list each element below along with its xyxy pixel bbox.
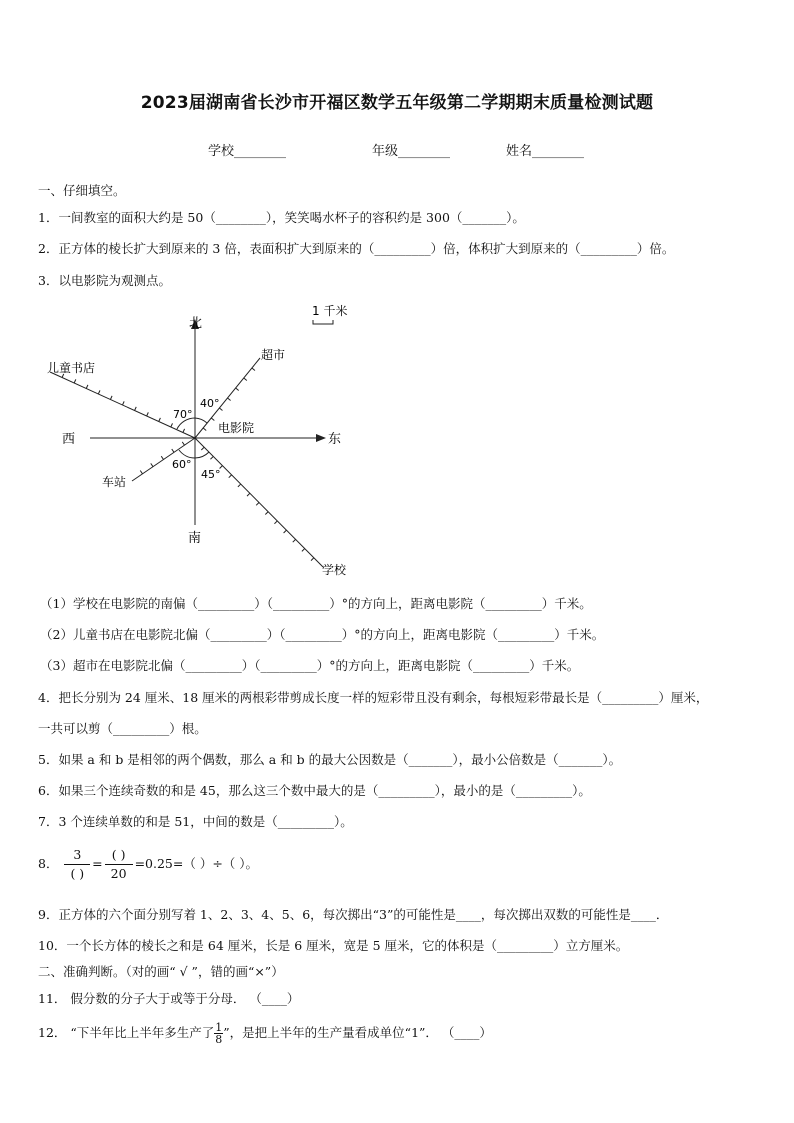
west-label: 西 — [62, 432, 76, 447]
ray-tick — [151, 463, 153, 466]
school-field: 学校________ — [208, 144, 287, 159]
q8-number: 8． — [38, 856, 59, 871]
question-6: 6．如果三个连续奇数的和是 45，那么这三个数中最大的是（_________），最小的是（_________）。 — [38, 783, 591, 798]
ray-tick — [86, 385, 88, 389]
q8-tail: =0.25=（ ）÷（ ）。 — [134, 856, 259, 871]
ray-tick — [183, 429, 185, 433]
ray-tick — [229, 475, 232, 478]
name-field: 姓名________ — [506, 144, 585, 159]
cinema-label: 电影院 — [218, 421, 255, 435]
arc-60 — [179, 450, 195, 458]
ray-tick — [302, 549, 305, 552]
arc-40 — [195, 418, 207, 423]
ray-tick — [256, 503, 259, 506]
angle-70-label: 70° — [173, 408, 193, 421]
angle-40-label: 40° — [200, 397, 220, 410]
school-label: 学校 — [322, 563, 347, 577]
question-11: 11． 假分数的分子大于或等于分母． （____） — [38, 991, 300, 1006]
question-10: 10．一个长方体的棱长之和是 64 厘米，长是 6 厘米，宽是 5 厘米，它的体积是（_________）立方厘米。 — [38, 938, 629, 953]
ray-tick — [247, 493, 250, 496]
question-5: 5．如果 a 和 b 是相邻的两个偶数，那么 a 和 b 的最大公因数是（_______），最小公倍数是（_______）。 — [38, 752, 622, 767]
ray-tick — [159, 418, 161, 422]
ray-tick — [284, 530, 287, 533]
scale-bar — [313, 320, 333, 324]
arc-45 — [195, 452, 209, 458]
question-3-2: （2）儿童书店在电影院北偏（_________）（_________）°的方向上，距离电影院（_________）千米。 — [40, 627, 605, 642]
ray-tick — [161, 456, 163, 459]
station-label: 车站 — [102, 475, 127, 489]
ray-tick — [311, 558, 314, 561]
q8-fraction-2: $\frac{( )}{20}$ — [105, 846, 133, 883]
question-1: 1．一间教室的面积大约是 50（________），笑笑喝水杯子的容积约是 300（_______）。 — [38, 210, 525, 225]
question-4-line-2: 一共可以剪（_________）根。 — [38, 721, 207, 736]
ray-tick — [219, 408, 222, 411]
angle-60-label: 60° — [172, 458, 192, 471]
ray-tick — [293, 539, 296, 542]
ray-tick — [182, 442, 184, 445]
east-label: 东 — [328, 432, 342, 447]
page-title: 2023届湖南省长沙市开福区数学五年级第二学期期末质量检测试题 — [140, 93, 654, 113]
ray-tick — [171, 423, 173, 427]
ray-tick — [252, 368, 255, 371]
ray-tick — [98, 390, 100, 394]
scale-label: 1 千米 — [312, 304, 348, 318]
ray-tick — [135, 407, 137, 411]
question-3-1: （1）学校在电影院的南偏（_________）（_________）°的方向上，距离电影院（_________）千米。 — [40, 596, 592, 611]
ray-tick — [274, 521, 277, 524]
bookstore-label: 儿童书店 — [47, 361, 96, 375]
ray-tick — [238, 484, 241, 487]
ray-tick — [74, 379, 76, 383]
south-label: 南 — [188, 531, 202, 546]
angle-45-label: 45° — [201, 468, 221, 481]
q8-fraction-1: $\frac{3}{( )}$ — [64, 846, 90, 883]
ray-tick — [211, 418, 214, 421]
question-4-line-1: 4．把长分别为 24 厘米、18 厘米的两根彩带剪成长度一样的短彩带且没有剩余，每根短彩带最长是（_________）厘米， — [38, 690, 709, 705]
ray-tick — [147, 412, 149, 416]
ray-tick — [228, 398, 231, 401]
section-2-heading: 二、准确判断。（对的画“ √ ”，错的画“×”） — [38, 964, 284, 979]
ray-tick — [203, 428, 206, 431]
east-arrow-icon — [316, 434, 326, 442]
ray-tick — [210, 456, 213, 459]
grade-field: 年级________ — [372, 144, 451, 159]
question-2: 2．正方体的棱长扩大到原来的 3 倍，表面积扩大到原来的（_________）倍，体积扩大到原来的（_________）倍。 — [38, 241, 675, 256]
direction-diagram — [40, 295, 370, 585]
ray-tick — [201, 447, 204, 450]
ray-tick — [140, 471, 142, 474]
q12-fraction: $\frac{1}{8}$ — [215, 1021, 223, 1046]
question-8: 8． $\frac{3}{( )}$ = $\frac{( )}{20}$ =0.25=（ ）÷（ ）。 — [38, 847, 259, 881]
question-12: 12． “下半年比上半年多生产了 $\frac{1}{8}$ ”，是把上半年的生产量看成单位“1”． （____） — [38, 1021, 492, 1046]
question-9: 9．正方体的六个面分别写着 1、2、3、4、5、6，每次掷出“3”的可能性是____，每次掷出双数的可能性是____． — [38, 907, 669, 922]
supermarket-label: 超市 — [261, 348, 286, 362]
section-1-heading: 一、仔细填空。 — [38, 183, 126, 198]
question-3-3: （3）超市在电影院北偏（_________）（_________）°的方向上，距离电影院（_________）千米。 — [40, 658, 580, 673]
ray-tick — [123, 401, 125, 405]
question-7: 7．3 个连续单数的和是 51，中间的数是（_________）。 — [38, 814, 353, 829]
ray-tick — [110, 396, 112, 400]
north-label: 北 — [189, 316, 203, 331]
ray-tick — [172, 449, 174, 452]
ray-tick — [244, 378, 247, 381]
question-3: 3．以电影院为观测点。 — [38, 273, 171, 288]
ray-tick — [265, 512, 268, 515]
ray-tick — [236, 388, 239, 391]
